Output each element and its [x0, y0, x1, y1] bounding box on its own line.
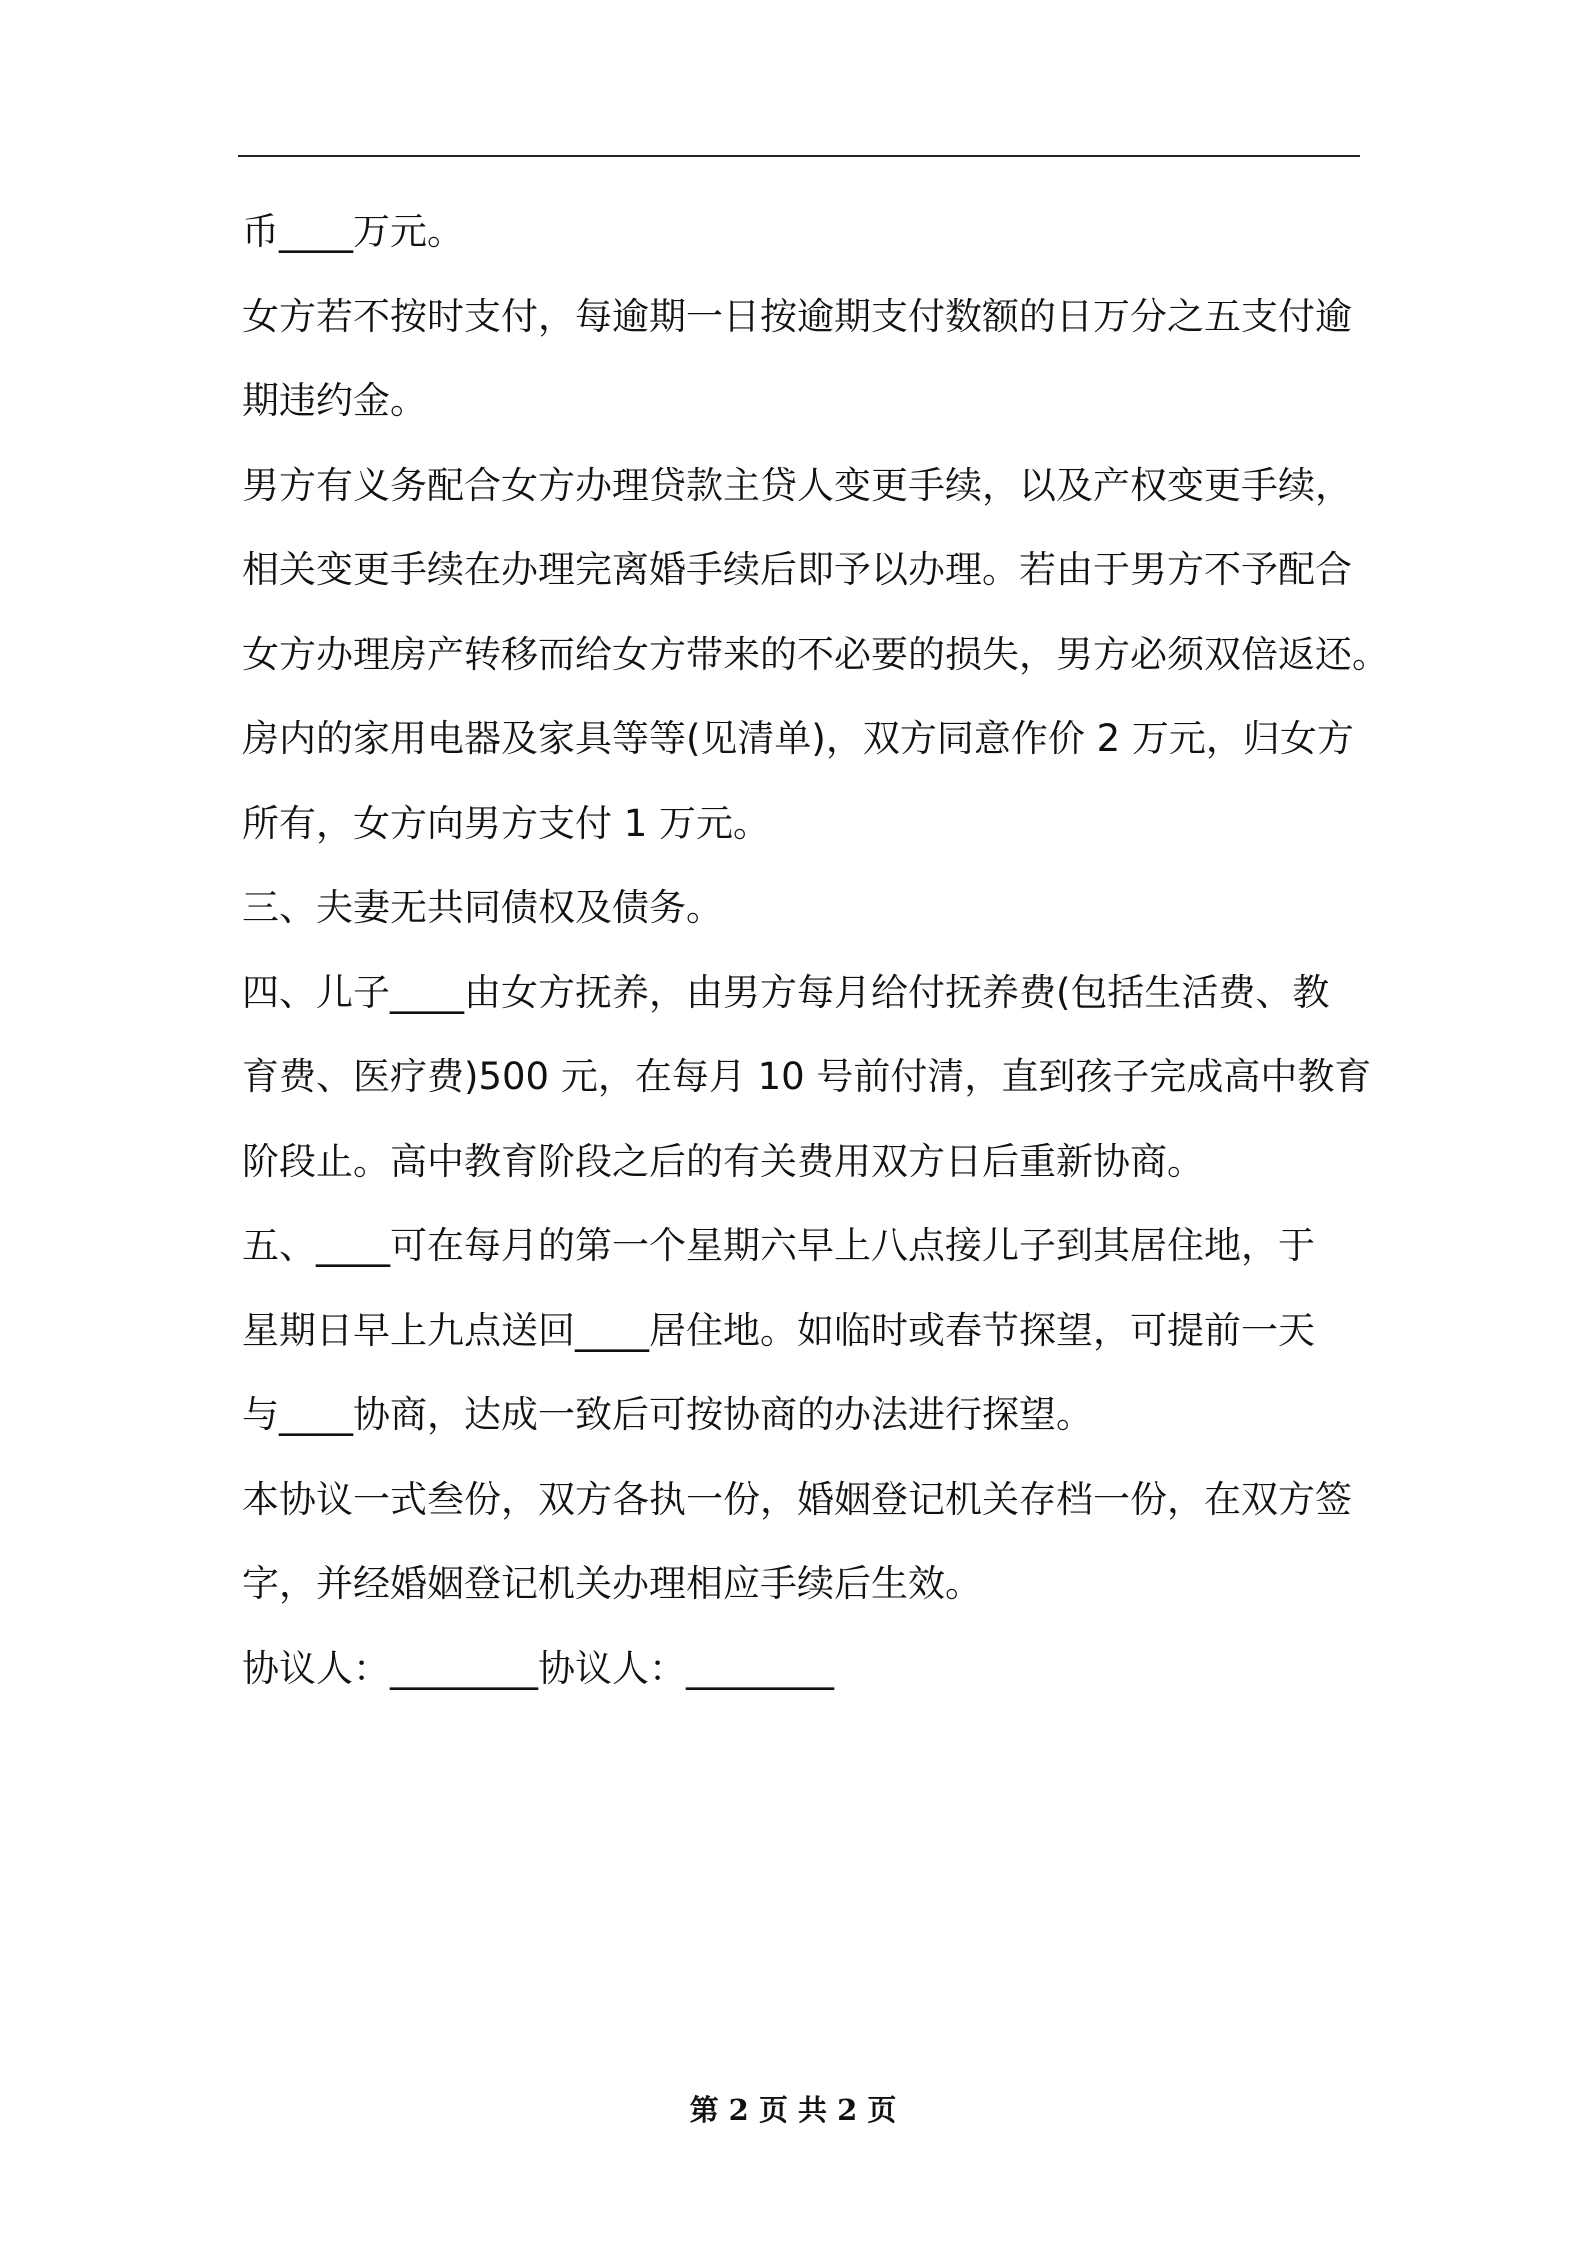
text-line: 阶段止。高中教育阶段之后的有关费用双方日后重新协商。	[242, 1139, 1204, 1183]
text-line: 五、____可在每月的第一个星期六早上八点接儿子到其居住地，于	[242, 1224, 1315, 1267]
header-rule	[238, 155, 1360, 157]
text-line: 与____协商，达成一致后可按协商的办法进行探望。	[242, 1393, 1093, 1436]
page-number-footer: 第 2 页 共 2 页	[689, 2093, 897, 2127]
text-line: 房内的家用电器及家具等等(见清单)，双方同意作价 2 万元，归女方	[242, 717, 1354, 760]
text-line: 相关变更手续在办理完离婚手续后即予以办理。若由于男方不予配合	[242, 548, 1352, 591]
text-line: 女方办理房产转移而给女方带来的不必要的损失，男方必须双倍返还。	[242, 632, 1389, 676]
text-line: 男方有义务配合女方办理贷款主贷人变更手续，以及产权变更手续，	[242, 463, 1352, 507]
text-line: 女方若不按时支付，每逾期一日按逾期支付数额的日万分之五支付逾	[242, 294, 1352, 338]
text-line: 所有，女方向男方支付 1 万元。	[242, 801, 771, 845]
text-line: 星期日早上九点送回____居住地。如临时或春节探望，可提前一天	[242, 1308, 1315, 1352]
text-line: 三、夫妻无共同债权及债务。	[242, 886, 723, 929]
text-line: 本协议一式叁份，双方各执一份，婚姻登记机关存档一份，在双方签	[242, 1477, 1352, 1521]
text-line: 四、儿子____由女方抚养，由男方每月给付抚养费(包括生活费、教	[242, 970, 1330, 1014]
document-body	[242, 190, 1389, 1711]
text-line: 字，并经婚姻登记机关办理相应手续后生效。	[242, 1562, 982, 1605]
signature-line: 协议人：________协议人：________	[242, 1646, 834, 1690]
text-line: 币____万元。	[242, 210, 464, 253]
text-line: 育费、医疗费)500 元，在每月 10 号前付清，直到孩子完成高中教育	[242, 1055, 1372, 1098]
text-line: 期违约金。	[242, 379, 427, 422]
